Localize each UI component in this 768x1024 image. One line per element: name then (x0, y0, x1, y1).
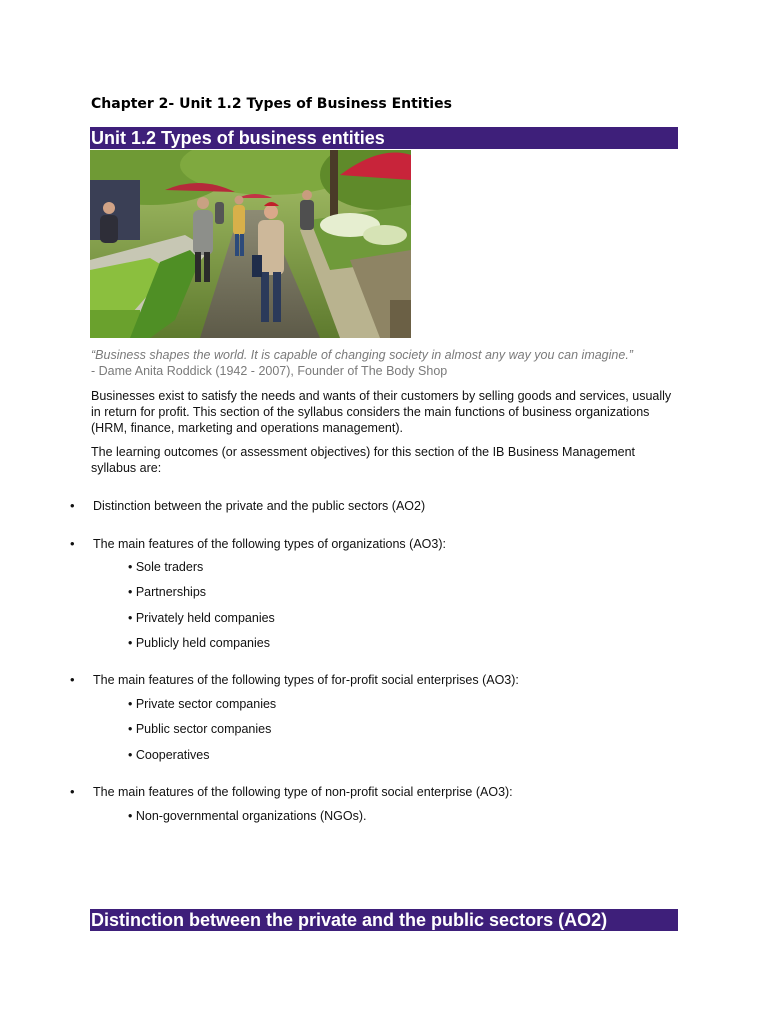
outcome-item (70, 784, 513, 800)
outcome-text: Distinction between the private and the public sectors (AO2) (93, 499, 426, 513)
sub-item: • Private sector companies (128, 697, 277, 711)
outcome-text: The main features of the following types of organizations (AO3): (93, 537, 446, 551)
sub-item: • Publicly held companies (128, 636, 270, 650)
section-header-unit: Unit 1.2 Types of business entities (90, 127, 678, 149)
intro-paragraph: Businesses exist to satisfy the needs and wants of their customers by selling goods and services, usually in return for profit. This section of the syllabus considers the main functions of business organizations (HRM, finance, marketing and operations management). (91, 389, 672, 435)
sub-item: • Sole traders (128, 560, 204, 574)
bullet-icon: • (70, 672, 75, 687)
outcome-text: The main features of the following types of for-profit social enterprises (AO3): (93, 673, 519, 687)
sub-item: • Partnerships (128, 585, 207, 599)
bullet-icon: • (70, 784, 75, 799)
outcome-text: The main features of the following type of non-profit social enterprise (AO3): (93, 785, 513, 799)
outcome-item (70, 498, 426, 514)
quote-block (91, 347, 681, 379)
quote-attribution: - Dame Anita Roddick (1942 - 2007), Founder of The Body Shop (91, 364, 448, 378)
section-header-sectors: Distinction between the private and the public sectors (AO2) (90, 909, 678, 931)
sub-item: • Non-governmental organizations (NGOs). (128, 809, 367, 823)
bullet-icon: • (70, 498, 75, 513)
outcome-item (70, 536, 446, 552)
market-photo (90, 150, 411, 338)
intro-paragraph: The learning outcomes (or assessment objectives) for this section of the IB Business Management syllabus are: (91, 445, 636, 475)
sub-item: • Privately held companies (128, 611, 275, 625)
bullet-icon: • (70, 536, 75, 551)
quote-text: “Business shapes the world. It is capable of changing society in almost any way you can imagine.” (91, 348, 633, 362)
sub-item: • Public sector companies (128, 722, 272, 736)
chapter-title: Chapter 2- Unit 1.2 Types of Business Entities (91, 96, 452, 112)
sub-item: • Cooperatives (128, 748, 210, 762)
outcome-item (70, 672, 519, 688)
